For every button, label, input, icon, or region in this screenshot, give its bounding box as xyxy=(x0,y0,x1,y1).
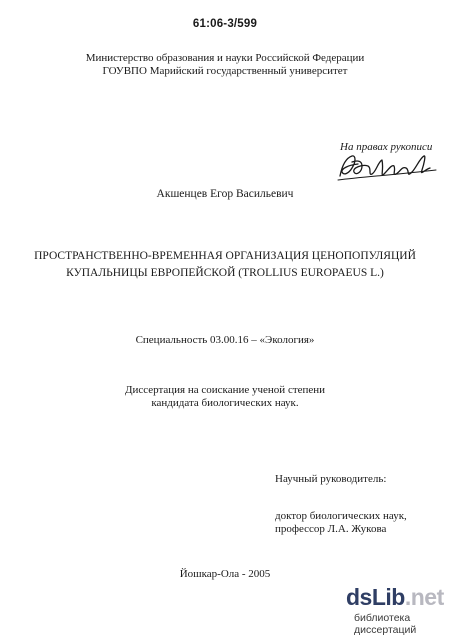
supervisor-name: профессор Л.А. Жукова xyxy=(275,523,387,535)
degree-line-1: Диссертация на соискание ученой степени xyxy=(124,384,326,396)
degree-statement xyxy=(0,384,450,410)
city-year: Йошкар-Ола - 2005 xyxy=(179,568,271,580)
ministry-block xyxy=(0,52,450,78)
specialty: Специальность 03.00.16 – «Экология» xyxy=(135,334,315,346)
watermark-logo-main: dsLib xyxy=(346,584,405,610)
supervisor-info xyxy=(275,510,407,536)
ministry-line: Министерство образования и науки Российской Федерации xyxy=(85,52,365,64)
dissertation-title xyxy=(0,248,450,282)
watermark-tagline: библиотека диссертаций xyxy=(354,612,417,636)
watermark-logo-tld: .net xyxy=(404,584,444,610)
university-line: ГОУВПО Марийский государственный университет xyxy=(102,65,348,77)
degree-line-2: кандидата биологических наук. xyxy=(151,397,299,409)
rights-note: На правах рукописи xyxy=(340,141,433,153)
title-line-2: КУПАЛЬНИЦЫ ЕВРОПЕЙСКОЙ (TROLLIUS EUROPAEUS L.) xyxy=(66,267,384,279)
handwritten-signature xyxy=(332,150,442,186)
supervisor-label: Научный руководитель: xyxy=(275,473,387,485)
catalog-number: 61:06-3/599 xyxy=(192,18,258,30)
title-line-1: ПРОСТРАНСТВЕННО-ВРЕМЕННАЯ ОРГАНИЗАЦИЯ ЦЕНОПОПУЛЯЦИЙ xyxy=(34,250,416,262)
author-name: Акшенцев Егор Васильевич xyxy=(156,188,294,200)
supervisor-degree: доктор биологических наук, xyxy=(275,510,407,522)
watermark-logo[interactable] xyxy=(346,584,444,611)
